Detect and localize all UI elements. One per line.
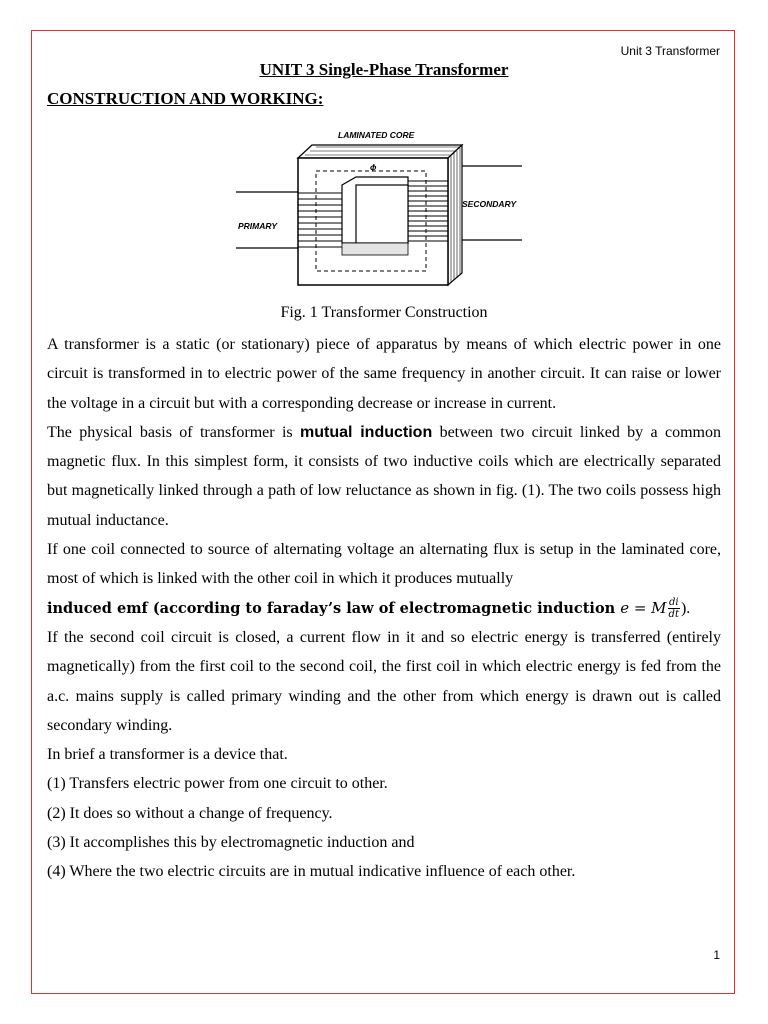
page-number: 1 [713,948,720,962]
figure-caption: Fig. 1 Transformer Construction [280,304,488,321]
running-header: Unit 3 Transformer [620,44,720,58]
formula-fraction: $\frac{di}{dt}$ [668,597,679,621]
paragraph-energy-transfer: If the second coil circuit is closed, a current flow in it and so electric energy is transferred (entirely magnetically) from the first coil to the second coil, the first coil in which electric energy is fed from the a.c. mains supply is called primary winding and the other from which energy is drawn out is called secondary winding. [47,628,721,734]
section-heading: CONSTRUCTION AND WORKING: [47,89,324,108]
list-item: (2) It does so without a change of frequency. [47,804,333,822]
label-laminated-core: LAMINATED CORE [338,130,415,140]
primary-leads [236,192,298,248]
paragraph-alternating-flux: If one coil connected to source of alternating voltage an alternating flux is setup in the laminated core, most of which is linked with the other coil in which it produces mutually induced emf (according to faraday’s law of electromagnetic induction e = M $\frac{di}{dt}$ ). [47,541,721,621]
paragraph-brief: In brief a transformer is a device that. [47,746,288,764]
label-primary: PRIMARY [238,221,278,231]
list-item: (3) It accomplishes this by electromagnetic induction and [47,834,415,852]
paragraph-definition: A transformer is a static (or stationary) piece of apparatus by means of which electric power in one circuit is transformed in to electric power of the same frequency in another circuit. It can raise or lower the voltage in a circuit but with a corresponding decrease or increase in current. [47,336,721,412]
body-text [47,330,721,887]
transformer-diagram [230,125,540,295]
flux-symbol: ϕ [370,162,377,172]
transformer-drawing [230,125,540,295]
term-mutual-induction: mutual induction [299,423,433,441]
induced-emf-text: induced emf (according to faraday’s law of electromagnetic induction [47,599,621,617]
label-secondary: SECONDARY [462,199,517,209]
list-item: (4) Where the two electric circuits are in mutual indicative influence of each other. [47,863,576,881]
list-item: (1) Transfers electric power from one circuit to other. [47,775,388,793]
paragraph-mutual-induction: The physical basis of transformer is mutual induction between two circuit linked by a common magnetic flux. In this simplest form, it consists of two inductive coils which are electrically separated but magnetically linked through a path of low reluctance as shown in fig. (1). The two coils possess high mutual inductance. [47,423,721,529]
core-bottom-shading [342,243,408,255]
emf-formula: e = M $\frac{di}{dt}$ [620,597,679,621]
page-title: UNIT 3 Single-Phase Transformer [259,60,509,79]
